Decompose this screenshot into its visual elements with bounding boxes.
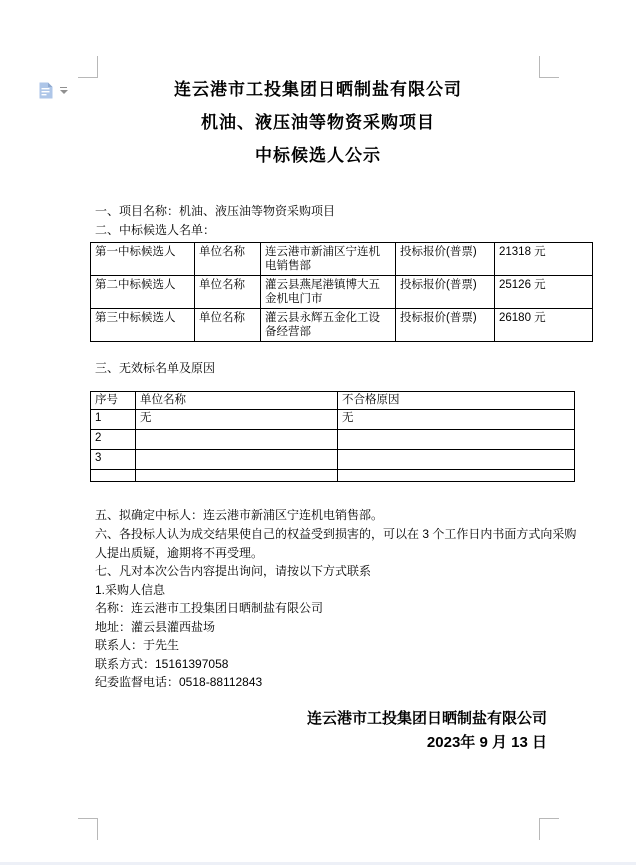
table-row	[91, 430, 575, 450]
cell-reason: 无	[338, 410, 575, 430]
section-project-name: 一、项目名称：机油、液压油等物资采购项目	[95, 204, 336, 218]
table-row	[91, 309, 593, 342]
chevron-down-icon[interactable]	[60, 87, 68, 95]
bid-price-value: 21318 元	[495, 243, 593, 276]
candidates-table	[90, 242, 593, 342]
doc-title-line1: 连云港市工投集团日晒制盐有限公司	[174, 80, 462, 99]
doc-title-line2: 机油、液压油等物资采购项目	[201, 113, 435, 132]
candidate-company: 灌云县燕尾港镇博大五金机电门市	[261, 276, 396, 309]
candidate-rank: 第一中标候选人	[91, 243, 195, 276]
candidate-rank: 第三中标候选人	[91, 309, 195, 342]
table-header-row	[91, 392, 575, 410]
purchaser-contact: 联系人：于先生	[95, 638, 180, 652]
table-row	[91, 276, 593, 309]
table-row	[91, 410, 575, 430]
table-row	[91, 470, 575, 482]
unit-name-label: 单位名称	[195, 309, 261, 342]
cell-index: 1	[91, 410, 136, 430]
candidate-company: 灌云县永辉五金化工设备经营部	[261, 309, 396, 342]
text-boundary-mark-bottom-left	[78, 818, 98, 840]
bid-price-label: 投标报价(普票)	[396, 309, 495, 342]
candidate-company: 连云港市新浦区宁连机电销售部	[261, 243, 396, 276]
col-header-unit: 单位名称	[136, 392, 338, 410]
text-boundary-mark-bottom-right	[539, 818, 559, 840]
paste-options-button[interactable]	[39, 82, 71, 104]
section-candidates-heading: 二、中标候选人名单：	[95, 223, 216, 237]
purchaser-name: 名称：连云港市工投集团日晒制盐有限公司	[95, 601, 324, 615]
footer-company-signature: 连云港市工投集团日晒制盐有限公司	[306, 710, 547, 727]
doc-title-line3: 中标候选人公示	[255, 146, 381, 165]
purchaser-address: 地址：灌云县灌西盐场	[95, 620, 216, 634]
table-row	[91, 243, 593, 276]
cell-index: 2	[91, 430, 136, 450]
cell-index	[91, 470, 136, 482]
unit-name-label: 单位名称	[195, 243, 261, 276]
cell-unit	[136, 470, 338, 482]
col-header-reason: 不合格原因	[338, 392, 575, 410]
section-objection-line2: 人提出质疑，逾期将不再受理。	[95, 546, 264, 560]
bid-price-label: 投标报价(普票)	[396, 276, 495, 309]
unit-name-label: 单位名称	[195, 276, 261, 309]
invalid-bids-table	[90, 391, 575, 482]
section-objection-line1: 六、各投标人认为成交结果使自己的权益受到损害的，可以在 3 个工作日内书面方式向采购	[95, 527, 577, 541]
bid-price-value: 25126 元	[495, 276, 593, 309]
bid-price-value: 26180 元	[495, 309, 593, 342]
section-inquiry: 七、凡对本次公告内容提出询问，请按以下方式联系	[95, 564, 372, 578]
candidate-rank: 第二中标候选人	[91, 276, 195, 309]
col-header-index: 序号	[91, 392, 136, 410]
section-proposed-winner: 五、拟确定中标人：连云港市新浦区宁连机电销售部。	[95, 508, 384, 522]
purchaser-phone: 联系方式：15161397058	[95, 657, 229, 671]
text-boundary-mark-top-left	[78, 56, 98, 78]
supervision-phone: 纪委监督电话：0518-88112843	[95, 675, 263, 689]
text-boundary-mark-top-right	[539, 56, 559, 78]
bid-price-label: 投标报价(普票)	[396, 243, 495, 276]
cell-index: 3	[91, 450, 136, 470]
section-invalid-bids-heading: 三、无效标名单及原因	[95, 361, 216, 375]
cell-reason	[338, 450, 575, 470]
cell-unit: 无	[136, 410, 338, 430]
cell-unit	[136, 450, 338, 470]
cell-reason	[338, 430, 575, 450]
footer-date: 2023年 9 月 13 日	[426, 734, 547, 751]
table-row	[91, 450, 575, 470]
document-title-block	[97, 73, 539, 172]
cell-unit	[136, 430, 338, 450]
purchaser-heading: 1.采购人信息	[95, 583, 166, 597]
cell-reason	[338, 470, 575, 482]
